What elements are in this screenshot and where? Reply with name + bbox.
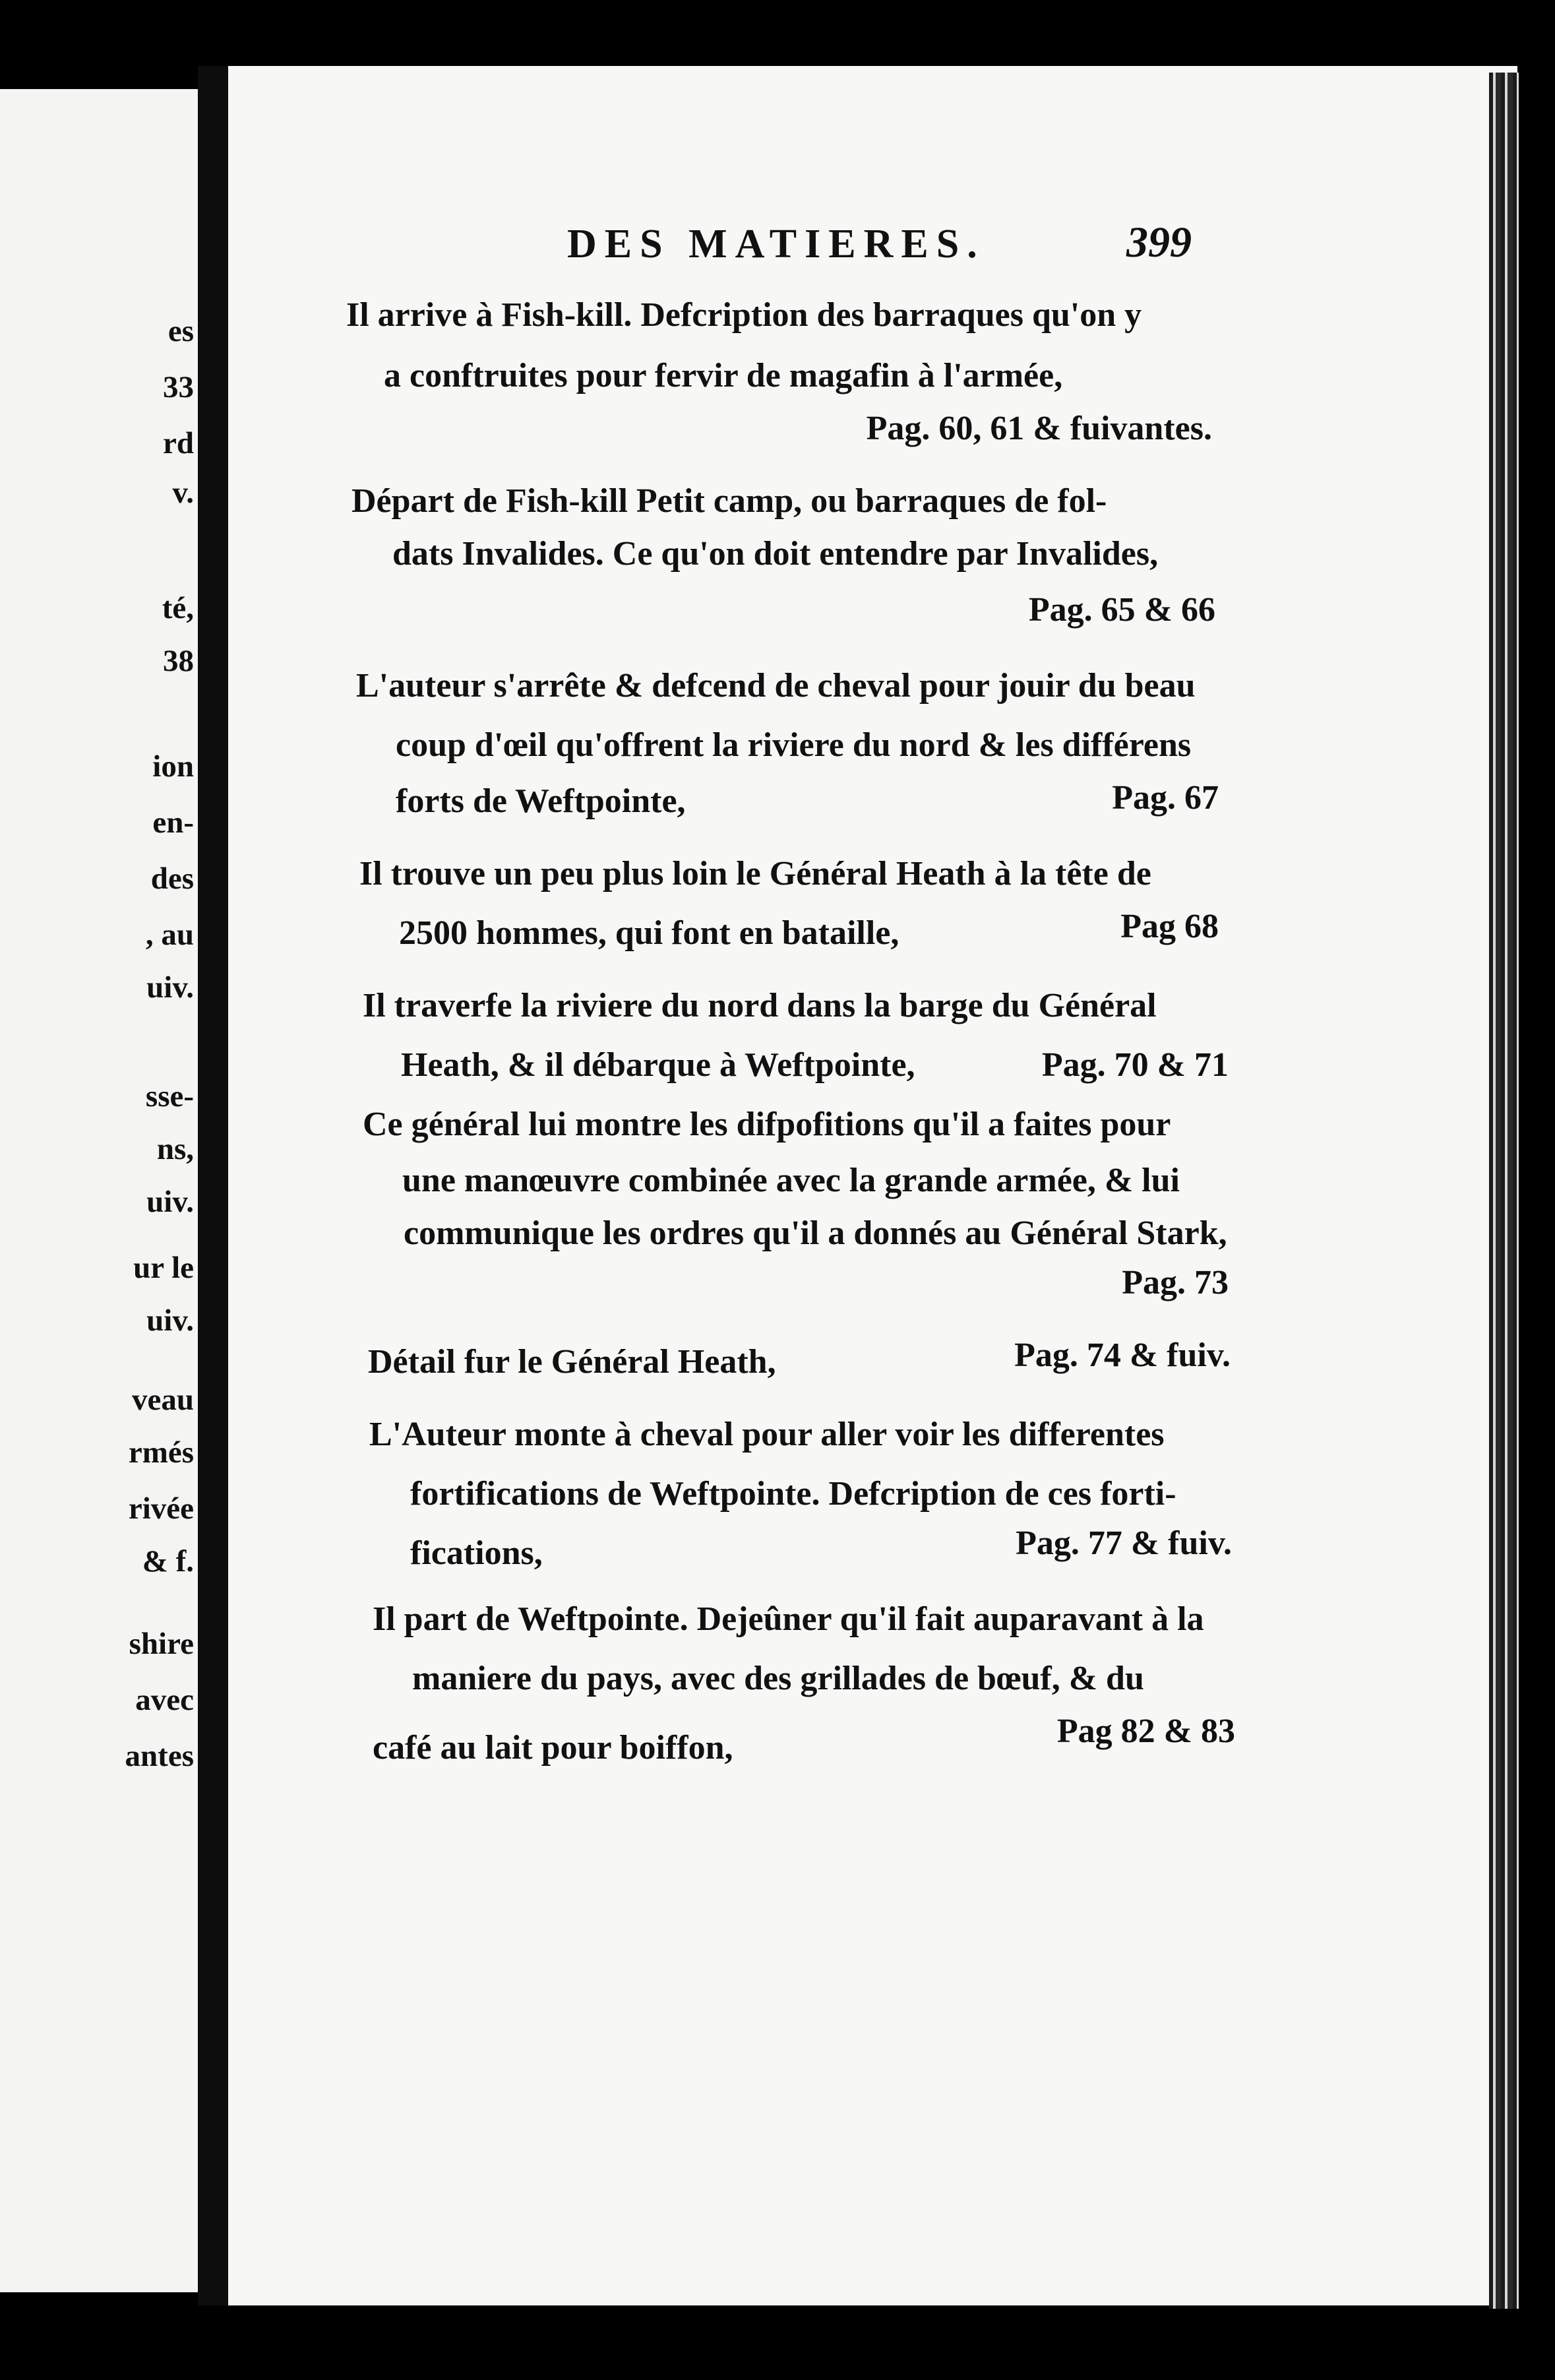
left-fragment: , au	[145, 918, 194, 952]
page-number: 399	[1126, 218, 1192, 266]
left-fragment: avec	[135, 1683, 194, 1717]
entry-line: L'Auteur monte à cheval pour aller voir les differentes	[369, 1416, 1165, 1453]
left-fragment: uiv.	[146, 1303, 194, 1338]
entry-line: Heath, & il débarque à Weftpointe,	[401, 1046, 915, 1084]
left-fragment: veau	[132, 1383, 194, 1417]
entry-line: café au lait pour boiffon,	[373, 1729, 733, 1767]
entry-line: communique les ordres qu'il a donnés au Général Stark,	[404, 1214, 1227, 1252]
left-fragment: ns,	[156, 1132, 194, 1166]
entry-page-ref: Pag 82 & 83	[1056, 1712, 1235, 1750]
left-fragment: rd	[163, 426, 194, 460]
left-fragment: 38	[163, 644, 194, 678]
entry-line: 2500 hommes, qui font en bataille,	[399, 914, 899, 952]
entry-line: Détail fur le Général Heath,	[368, 1343, 776, 1381]
entry-page-ref: Pag 68	[1120, 908, 1219, 945]
entry-page-ref: Pag. 77 & fuiv.	[1016, 1524, 1232, 1562]
left-fragment: des	[150, 861, 194, 896]
left-fragment: v.	[172, 476, 194, 510]
entry-page-ref: Pag. 65 & 66	[1028, 591, 1215, 629]
entry-line: maniere du pays, avec des grillades de bœuf, & du	[412, 1660, 1144, 1697]
entry-line: Il trouve un peu plus loin le Général Heath à la tête de	[359, 855, 1151, 892]
left-fragment: antes	[125, 1739, 194, 1773]
entry-line: Départ de Fish-kill Petit camp, ou barraques de fol-	[351, 482, 1107, 520]
left-fragment: shire	[129, 1627, 194, 1661]
left-fragment: & f.	[142, 1544, 194, 1579]
left-fragment: té,	[162, 591, 194, 625]
entry-line: forts de Weftpointe,	[396, 782, 686, 820]
page-header: DES MATIERES.	[567, 222, 985, 266]
left-fragment: ion	[152, 749, 194, 784]
entry-line: a conftruites pour fervir de magafin à l'armée,	[384, 357, 1063, 394]
entry-line: Il part de Weftpointe. Dejeûner qu'il fait auparavant à la	[373, 1600, 1204, 1638]
left-fragment: uiv.	[146, 1185, 194, 1219]
entry-page-ref: Pag. 60, 61 & fuivantes.	[866, 410, 1212, 447]
entry-line: Il traverfe la riviere du nord dans la barge du Général	[363, 987, 1157, 1024]
entry-line: Ce général lui montre les difpofitions qu'il a faites pour	[363, 1106, 1171, 1143]
left-fragment: ur le	[133, 1251, 194, 1285]
left-fragment: rmés	[128, 1435, 194, 1470]
entry-line: coup d'œil qu'offrent la riviere du nord & les différens	[396, 726, 1192, 764]
left-fragment: rivée	[128, 1491, 194, 1526]
left-fragment: sse-	[145, 1079, 194, 1113]
entry-line: L'auteur s'arrête & defcend de cheval pour jouir du beau	[356, 667, 1196, 705]
left-fragment: 33	[163, 370, 194, 404]
previous-page-fragment	[0, 89, 202, 2292]
entry-line: Il arrive à Fish-kill. Defcription des barraques qu'on y	[346, 296, 1142, 334]
entry-page-ref: Pag. 73	[1122, 1264, 1229, 1301]
left-fragment: es	[168, 314, 194, 348]
entry-page-ref: Pag. 74 & fuiv.	[1014, 1336, 1231, 1374]
entry-line: dats Invalides. Ce qu'on doit entendre par Invalides,	[392, 535, 1159, 573]
entry-line: une manœuvre combinée avec la grande armée, & lui	[402, 1162, 1180, 1199]
entry-page-ref: Pag. 67	[1112, 779, 1219, 817]
left-fragment: en-	[152, 805, 194, 840]
page-edges	[1489, 73, 1519, 2309]
entry-page-ref: Pag. 70 & 71	[1041, 1046, 1229, 1084]
entry-line: fortifications de Weftpointe. Defcription de ces forti-	[410, 1475, 1176, 1513]
left-fragment: uiv.	[146, 970, 194, 1005]
entry-line: fications,	[410, 1534, 543, 1572]
